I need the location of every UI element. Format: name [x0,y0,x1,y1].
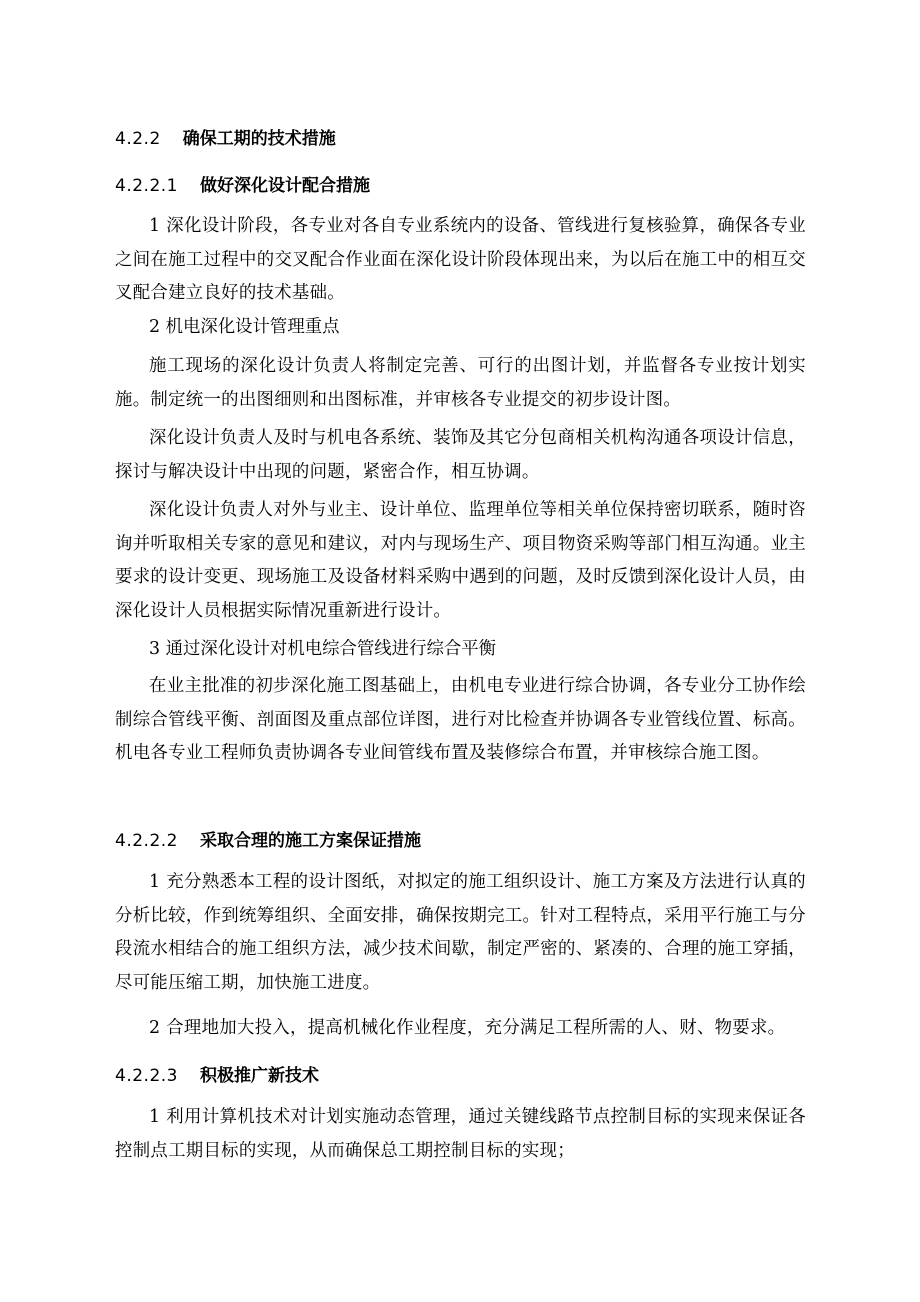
heading-number: 4.2.2.1 [115,176,178,196]
heading-number: 4.2.2.3 [115,1066,178,1086]
paragraph-external-liaison: 深化设计负责人对外与业主、设计单位、监理单位等相关单位保持密切联系，随时咨询并听取相关专家的意见和建议，对内与现场生产、项目物资采购等部门相互沟通。业主要求的设计变更、现场施工及设备材料采购中遇到的问题，及时反馈到深化设计人员，由深化设计人员根据实际情况重新进行设计。 [115,500,806,621]
heading-title: 采取合理的施工方案保证措施 [199,831,421,851]
paragraph-pipeline-coordination: 在业主批准的初步深化施工图基础上，由机电专业进行综合协调，各专业分工协作绘制综合管线平衡、剖面图及重点部位详图，进行对比检查并协调各专业管线位置、标高。机电各专业工程师负责协调各专业间管线布置及装修综合布置，并审核综合施工图。 [115,676,806,763]
heading-4-2-2 [115,124,336,149]
heading-title: 做好深化设计配合措施 [199,176,370,196]
heading-title: 积极推广新技术 [199,1066,319,1086]
paragraph-coordination: 深化设计负责人及时与机电各系统、装饰及其它分包商相关机构沟通各项设计信息，探讨与解决设计中出现的问题，紧密合作，相互协调。 [115,428,806,482]
heading-number: 4.2.2.2 [115,831,178,851]
heading-number: 4.2.2 [115,129,161,149]
heading-4-2-2-2 [115,826,421,851]
paragraph-drawing-plan: 施工现场的深化设计负责人将制定完善、可行的出图计划，并监督各专业按计划实施。制定统一的出图细则和出图标准，并审核各专业提交的初步设计图。 [115,356,806,410]
item-mep-design-management: 2 机电深化设计管理重点 [149,317,340,337]
paragraph-increase-investment: 2 合理地加大投入，提高机械化作业程度，充分满足工程所需的人、财、物要求。 [149,1018,786,1038]
paragraph-construction-plan: 1 充分熟悉本工程的设计图纸，对拟定的施工组织设计、施工方案及方法进行认真的分析比较，作到统筹组织、全面安排，确保按期完工。针对工程特点，采用平行施工与分段流水相结合的施工组织方法，减少技术间歇，制定严密的、紧凑的、合理的施工穿插，尽可能压缩工期，加快施工进度。 [115,872,806,993]
paragraph-deepening-stage: 1 深化设计阶段，各专业对各自专业系统内的设备、管线进行复核验算，确保各专业之间在施工过程中的交叉配合作业面在深化设计阶段体现出来，为以后在施工中的相互交叉配合建立良好的技术基础。 [115,216,806,303]
heading-4-2-2-1 [115,171,370,196]
heading-4-2-2-3 [115,1061,319,1086]
paragraph-computer-management: 1 利用计算机技术对计划实施动态管理，通过关键线路节点控制目标的实现来保证各控制点工期目标的实现，从而确保总工期控制目标的实现； [115,1107,806,1161]
heading-title: 确保工期的技术措施 [182,129,336,149]
item-pipeline-balance: 3 通过深化设计对机电综合管线进行综合平衡 [149,639,497,659]
